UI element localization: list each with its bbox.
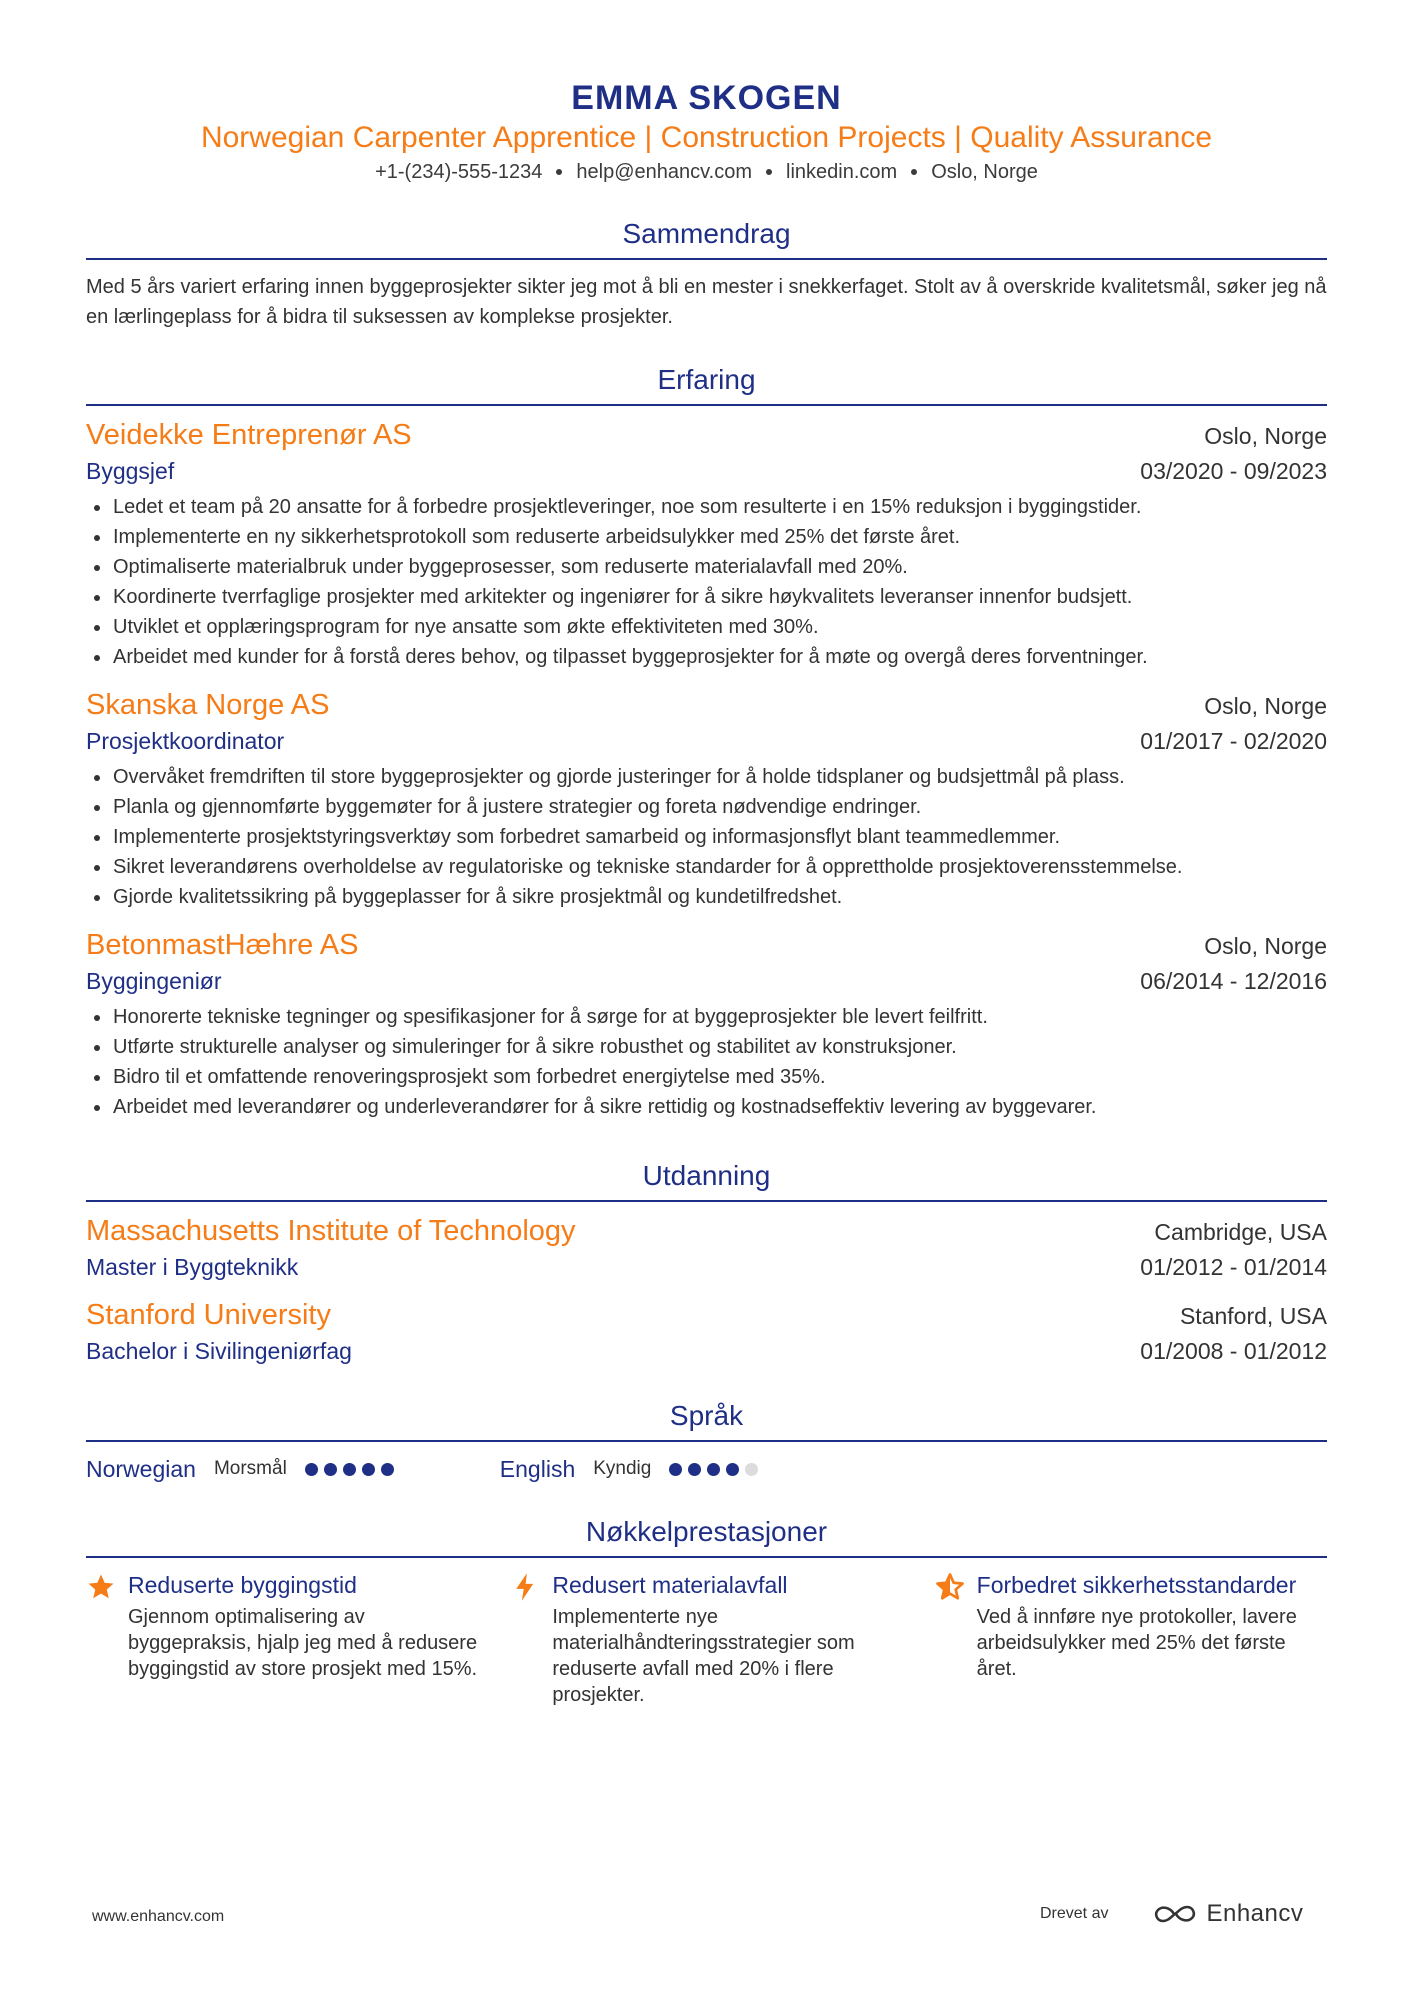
achievement-title: Redusert materialavfall [552,1572,788,1598]
separator-dot [766,169,772,175]
job-location: Oslo, Norge [1204,693,1327,719]
language-name: English [499,1456,576,1482]
lightning-icon [510,1572,540,1602]
candidate-name: EMMA SKOGEN [571,79,842,117]
rating-dot-filled [343,1463,356,1476]
company-name: BetonmastHæhre AS [86,929,359,961]
rating-dot-filled [362,1463,375,1476]
achievement-text: Ved å innføre nye protokoller, lavere arbeidsulykker med 25% det første året. [976,1606,1297,1680]
enhancv-logo[interactable] [1152,1900,1303,1928]
bullet-item: Arbeidet med kunder for å forstå deres behov, og tilpasset byggeprosjekter for å møte og overgå deres forventninger. [86,642,1327,672]
bullet-item: Implementerte prosjektstyringsverktøy som forbedret samarbeid og informasjonsflyt blant teammedlemmer. [86,822,1327,852]
language-list [86,1452,1327,1486]
star-outline-icon [935,1572,965,1602]
summary-section [86,216,1327,332]
section-title-languages: Språk [86,1398,1327,1442]
job-bullets [86,762,1327,912]
education-section [86,1158,1327,1368]
candidate-subtitle: Norwegian Carpenter Apprentice | Construction Projects | Quality Assurance [200,121,1213,154]
separator-dot [911,169,917,175]
job-bullets [86,492,1327,672]
achievement-item [935,1570,1327,1708]
section-title-achievements: Nøkkelprestasjoner [86,1514,1327,1558]
achievement-text: Implementerte nye materialhåndteringsstrategier som reduserte avfall med 20% i flere prosjekter. [552,1606,855,1706]
job-dates: 01/2017 - 02/2020 [1140,728,1327,754]
education-dates: 01/2008 - 01/2012 [1140,1338,1327,1364]
school-name: Massachusetts Institute of Technology [86,1215,576,1247]
rating-dot-filled [688,1463,701,1476]
contact-email: help@enhancv.com [576,161,753,183]
achievement-title: Forbedret sikkerhetsstandarder [976,1572,1297,1598]
education-entry [86,1212,1327,1284]
section-title-summary: Sammendrag [86,216,1327,260]
rating-dot-filled [669,1463,682,1476]
section-title-experience: Erfaring [86,362,1327,406]
language-rating [305,1463,400,1476]
school-name: Stanford University [86,1299,331,1331]
language-item [86,1452,400,1486]
bullet-item: Koordinerte tverrfaglige prosjekter med arkitekter og ingeniører for å sikre høykvalitets leveranser innenfor budsjett. [86,582,1327,612]
language-rating [669,1463,764,1476]
bullet-item: Optimaliserte materialbruk under byggeprosesser, som reduserte materialavfall med 20%. [86,552,1327,582]
bullet-item: Utviklet et opplæringsprogram for nye ansatte som økte effektiviteten med 30%. [86,612,1327,642]
rating-dot-filled [305,1463,318,1476]
brand-name: Enhancv [1206,1900,1304,1927]
enhancv-logo-icon [1152,1902,1198,1926]
powered-by-label: Drevet av [1040,1905,1109,1922]
language-level: Kyndig [593,1458,652,1479]
achievement-list [86,1570,1327,1708]
summary-text: Med 5 års variert erfaring innen byggeprosjekter sikter jeg mot å bli en mester i snekkerfaget. Stolt av å overskride kvalitetsmål, søker jeg nå en lærlingeplass for å bidra til suksessen av komplekse prosjekter. [86,276,1327,328]
resume-page [86,78,1327,1708]
bullet-item: Gjorde kvalitetssikring på byggeplasser for å sikre prosjektmål og kundetilfredshet. [86,882,1327,912]
school-location: Stanford, USA [1179,1303,1327,1329]
achievement-item [510,1570,902,1708]
bullet-item: Ledet et team på 20 ansatte for å forbedre prosjektleveringer, noe som resulterte i en 15% reduksjon i byggingstider. [86,492,1327,522]
bullet-item: Arbeidet med leverandører og underleverandører for å sikre rettidig og kostnadseffektiv levering av byggevarer. [86,1092,1327,1122]
rating-dot-filled [381,1463,394,1476]
language-name: Norwegian [86,1456,196,1482]
contact-phone: +1-(234)-555-1234 [375,161,543,183]
education-dates: 01/2012 - 01/2014 [1140,1254,1327,1280]
footer-branding [1040,1900,1303,1928]
education-entry [86,1296,1327,1368]
bullet-item: Utførte strukturelle analyser og simuleringer for å sikre robusthet og stabilitet av konstruksjoner. [86,1032,1327,1062]
experience-entry [86,686,1327,912]
degree: Bachelor i Sivilingeniørfag [86,1338,352,1364]
company-name: Veidekke Entreprenør AS [86,419,412,451]
languages-section [86,1398,1327,1486]
rating-dot-filled [324,1463,337,1476]
footer-website[interactable]: www.enhancv.com [92,1908,225,1925]
bullet-item: Honorerte tekniske tegninger og spesifikasjoner for å sørge for at byggeprosjekter ble levert feilfritt. [86,1002,1327,1032]
experience-section [86,362,1327,1122]
separator-dot [556,169,562,175]
achievement-item [86,1570,478,1708]
bullet-item: Planla og gjennomførte byggemøter for å justere strategier og foreta nødvendige endringer. [86,792,1327,822]
bullet-item: Overvåket fremdriften til store byggeprosjekter og gjorde justeringer for å holde tidsplaner og budsjettmål på plass. [86,762,1327,792]
language-level: Morsmål [213,1458,287,1479]
degree: Master i Byggteknikk [86,1254,299,1280]
achievements-section [86,1514,1327,1708]
rating-dot-filled [726,1463,739,1476]
contact-location: Oslo, Norge [931,161,1038,183]
job-dates: 06/2014 - 12/2016 [1140,968,1327,994]
company-name: Skanska Norge AS [86,689,330,721]
rating-dot-empty [745,1463,758,1476]
bullet-item: Sikret leverandørens overholdelse av regulatoriske og tekniske standarder for å opprettholde prosjektoverensstemmelse. [86,852,1327,882]
achievement-title: Reduserte byggingstid [128,1572,357,1598]
rating-dot-filled [707,1463,720,1476]
job-role: Byggsjef [86,458,175,484]
experience-entry [86,926,1327,1122]
job-location: Oslo, Norge [1204,933,1327,959]
bullet-item: Bidro til et omfattende renoveringsprosjekt som forbedret energiytelse med 35%. [86,1062,1327,1092]
bullet-item: Implementerte en ny sikkerhetsprotokoll som reduserte arbeidsulykker med 25% det første året. [86,522,1327,552]
language-item [500,1452,765,1486]
experience-entry [86,416,1327,672]
contact-line [86,158,1327,186]
contact-linkedin: linkedin.com [786,161,898,183]
job-bullets [86,1002,1327,1122]
star-icon [86,1572,116,1602]
achievement-text: Gjennom optimalisering av byggepraksis, hjalp jeg med å redusere byggingstid av store prosjekt med 15%. [128,1606,478,1680]
section-title-education: Utdanning [86,1158,1327,1202]
job-dates: 03/2020 - 09/2023 [1140,458,1327,484]
job-location: Oslo, Norge [1204,423,1327,449]
job-role: Byggingeniør [86,968,222,994]
school-location: Cambridge, USA [1154,1219,1327,1245]
job-role: Prosjektkoordinator [86,728,285,754]
